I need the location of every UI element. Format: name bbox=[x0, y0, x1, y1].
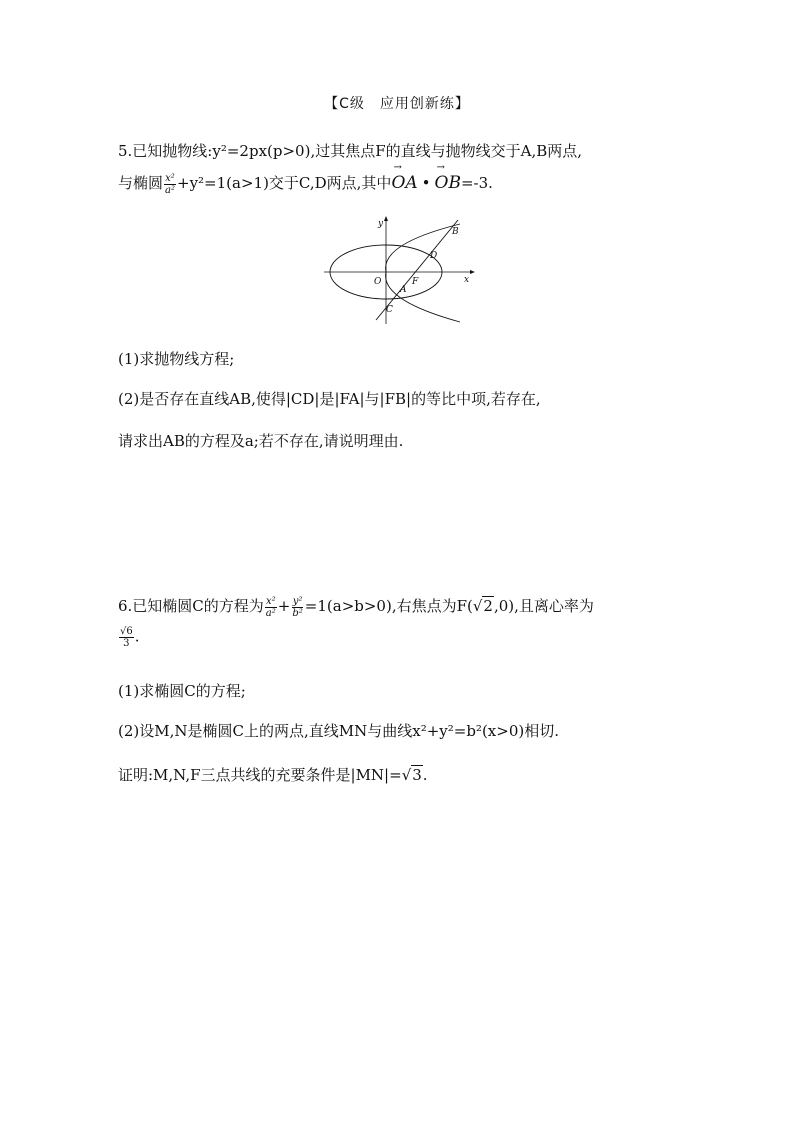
q6-prefix: 6.已知椭圆C的方程为 bbox=[118, 597, 264, 615]
q5-frac-numerator: x² bbox=[165, 172, 175, 184]
label-a: A bbox=[400, 285, 407, 295]
label-f: F bbox=[412, 277, 419, 287]
q5-line2-end: =-3. bbox=[460, 174, 493, 192]
q6-frac1-denominator: a² bbox=[265, 607, 276, 619]
q6-frac2-denominator: b² bbox=[292, 607, 303, 619]
label-d: D bbox=[430, 251, 438, 261]
parabola-curve bbox=[386, 224, 460, 322]
q5-line2-mid: +y²=1(a>1)交于C,D两点,其中 bbox=[177, 174, 392, 192]
q6-fraction-y bbox=[291, 596, 303, 619]
dot-product-symbol: • bbox=[421, 174, 431, 192]
label-y: y bbox=[378, 219, 384, 229]
q6-ecc-numerator: √6 bbox=[120, 626, 133, 637]
q5-ellipse-fraction bbox=[164, 173, 176, 196]
ellipse-parabola-figure bbox=[320, 214, 480, 328]
q6-fraction-x bbox=[265, 596, 277, 619]
q6-frac2-numerator: y² bbox=[292, 595, 303, 607]
vector-oa: → OA bbox=[391, 173, 417, 193]
q5-sub2: (2)是否存在直线AB,使得|CD|是|FA|与|FB|的等比中项,若存在, bbox=[118, 390, 541, 408]
q6-line1 bbox=[118, 595, 594, 619]
label-b: B bbox=[452, 227, 459, 237]
q6-sub2: (2)设M,N是椭圆C上的两点,直线MN与曲线x²+y²=b²(x>0)相切. bbox=[118, 722, 559, 740]
q6-proof-sqrt: √3 bbox=[401, 766, 422, 784]
q5-line1: 5.已知抛物线:y²=2px(p>0),过其焦点F的直线与抛物线交于A,B两点, bbox=[118, 142, 583, 160]
q6-ecc-end: . bbox=[134, 627, 140, 646]
q6-frac1-numerator: x² bbox=[265, 595, 276, 607]
q5-line2-prefix: 与椭圆 bbox=[118, 174, 164, 192]
q6-mid2: ,0),且离心率为 bbox=[493, 597, 594, 615]
q6-proof-prefix: 证明:M,N,F三点共线的充要条件是|MN|= bbox=[118, 766, 402, 784]
y-axis-arrow-icon bbox=[384, 216, 388, 221]
q5-sub1: (1)求抛物线方程; bbox=[118, 350, 235, 368]
q6-ecc-denominator: 3 bbox=[123, 638, 130, 649]
vector-ob: → OB bbox=[435, 173, 461, 193]
x-axis-arrow-icon bbox=[470, 270, 475, 274]
q6-proof bbox=[118, 764, 428, 785]
label-c: C bbox=[386, 305, 393, 315]
section-title: 【C级 应用创新练】 bbox=[324, 96, 470, 112]
q6-eccentricity-fraction bbox=[119, 626, 134, 649]
q6-sqrt-two: √2 bbox=[472, 597, 493, 615]
q5-sub2b: 请求出AB的方程及a;若不存在,请说明理由. bbox=[118, 432, 404, 450]
q6-proof-radicand: 3 bbox=[412, 766, 422, 784]
q6-mid: =1(a>b>0),右焦点为F( bbox=[304, 597, 473, 615]
q6-plus: + bbox=[277, 597, 291, 615]
q5-line2 bbox=[118, 172, 493, 196]
label-o: O bbox=[374, 277, 382, 287]
label-x: x bbox=[464, 275, 470, 285]
q6-sqrt-radicand: 2 bbox=[483, 597, 493, 615]
q5-frac-denominator: a² bbox=[165, 184, 175, 196]
q6-proof-end: . bbox=[422, 766, 428, 784]
q6-sub1: (1)求椭圆C的方程; bbox=[118, 682, 246, 700]
q6-line2 bbox=[118, 626, 140, 649]
